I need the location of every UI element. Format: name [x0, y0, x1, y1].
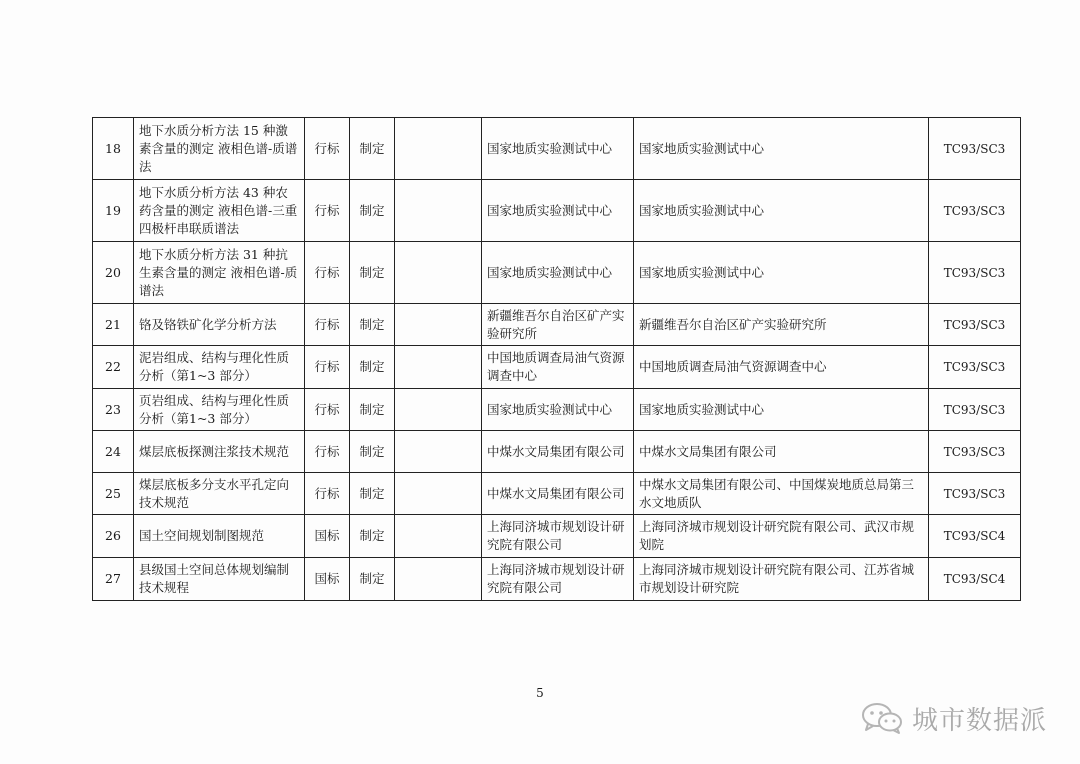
row-number: 24: [93, 431, 134, 473]
table-row: [93, 558, 1021, 601]
row-number: 26: [93, 515, 134, 558]
standard-name: 国土空间规划制图规范: [134, 515, 305, 558]
row-number: 25: [93, 473, 134, 515]
technical-committee: TC93/SC3: [929, 180, 1021, 242]
project-type: 制定: [350, 515, 395, 558]
technical-committee: TC93/SC3: [929, 118, 1021, 180]
drafting-unit: 上海同济城市规划设计研究院有限公司: [482, 515, 634, 558]
project-type: 制定: [350, 346, 395, 389]
table-row: [93, 389, 1021, 431]
empty-cell: [395, 431, 482, 473]
participating-unit: 国家地质实验测试中心: [634, 180, 929, 242]
drafting-unit: 国家地质实验测试中心: [482, 242, 634, 304]
standard-level: 行标: [305, 180, 350, 242]
row-number: 21: [93, 304, 134, 346]
standard-level: 行标: [305, 473, 350, 515]
technical-committee: TC93/SC3: [929, 346, 1021, 389]
watermark-text: 城市数据派: [912, 705, 1048, 736]
standard-level: 行标: [305, 389, 350, 431]
table-row: [93, 473, 1021, 515]
standard-name: 地下水质分析方法 31 种抗生素含量的测定 液相色谱-质谱法: [134, 242, 305, 304]
technical-committee: TC93/SC3: [929, 431, 1021, 473]
participating-unit: 中煤水文局集团有限公司、中国煤炭地质总局第三水文地质队: [634, 473, 929, 515]
row-number: 18: [93, 118, 134, 180]
participating-unit: 国家地质实验测试中心: [634, 389, 929, 431]
participating-unit: 新疆维吾尔自治区矿产实验研究所: [634, 304, 929, 346]
watermark: [860, 700, 1047, 736]
standard-name: 地下水质分析方法 15 种激素含量的测定 液相色谱-质谱法: [134, 118, 305, 180]
drafting-unit: 中煤水文局集团有限公司: [482, 473, 634, 515]
standard-level: 国标: [305, 515, 350, 558]
standard-name: 页岩组成、结构与理化性质分析（第1~3 部分）: [134, 389, 305, 431]
drafting-unit: 新疆维吾尔自治区矿产实验研究所: [482, 304, 634, 346]
table-row: [93, 304, 1021, 346]
standard-level: 行标: [305, 304, 350, 346]
project-type: 制定: [350, 558, 395, 601]
standard-level: 行标: [305, 346, 350, 389]
participating-unit: 上海同济城市规划设计研究院有限公司、江苏省城市规划设计研究院: [634, 558, 929, 601]
project-type: 制定: [350, 431, 395, 473]
row-number: 19: [93, 180, 134, 242]
technical-committee: TC93/SC3: [929, 389, 1021, 431]
standard-name: 煤层底板探测注浆技术规范: [134, 431, 305, 473]
row-number: 20: [93, 242, 134, 304]
standard-name: 煤层底板多分支水平孔定向技术规范: [134, 473, 305, 515]
technical-committee: TC93/SC4: [929, 515, 1021, 558]
page-number: 5: [536, 686, 544, 700]
empty-cell: [395, 304, 482, 346]
technical-committee: TC93/SC3: [929, 304, 1021, 346]
standard-name: 县级国土空间总体规划编制技术规程: [134, 558, 305, 601]
technical-committee: TC93/SC3: [929, 473, 1021, 515]
table-row: [93, 242, 1021, 304]
standard-level: 行标: [305, 431, 350, 473]
empty-cell: [395, 118, 482, 180]
technical-committee: TC93/SC4: [929, 558, 1021, 601]
row-number: 22: [93, 346, 134, 389]
participating-unit: 中国地质调查局油气资源调查中心: [634, 346, 929, 389]
standard-name: 地下水质分析方法 43 种农药含量的测定 液相色谱-三重四极杆串联质谱法: [134, 180, 305, 242]
table-row: [93, 118, 1021, 180]
wechat-icon: [860, 701, 904, 735]
project-type: 制定: [350, 389, 395, 431]
drafting-unit: 国家地质实验测试中心: [482, 389, 634, 431]
table-row: [93, 180, 1021, 242]
row-number: 23: [93, 389, 134, 431]
standard-level: 行标: [305, 118, 350, 180]
drafting-unit: 国家地质实验测试中心: [482, 180, 634, 242]
drafting-unit: 国家地质实验测试中心: [482, 118, 634, 180]
project-type: 制定: [350, 304, 395, 346]
empty-cell: [395, 515, 482, 558]
empty-cell: [395, 558, 482, 601]
table-row: [93, 346, 1021, 389]
empty-cell: [395, 389, 482, 431]
participating-unit: 国家地质实验测试中心: [634, 242, 929, 304]
participating-unit: 上海同济城市规划设计研究院有限公司、武汉市规划院: [634, 515, 929, 558]
empty-cell: [395, 180, 482, 242]
empty-cell: [395, 346, 482, 389]
participating-unit: 中煤水文局集团有限公司: [634, 431, 929, 473]
standard-name: 铬及铬铁矿化学分析方法: [134, 304, 305, 346]
table-body: [93, 118, 1021, 601]
standard-level: 国标: [305, 558, 350, 601]
standards-table: [92, 117, 1021, 601]
drafting-unit: 中煤水文局集团有限公司: [482, 431, 634, 473]
participating-unit: 国家地质实验测试中心: [634, 118, 929, 180]
technical-committee: TC93/SC3: [929, 242, 1021, 304]
drafting-unit: 上海同济城市规划设计研究院有限公司: [482, 558, 634, 601]
project-type: 制定: [350, 473, 395, 515]
empty-cell: [395, 242, 482, 304]
table-row: [93, 515, 1021, 558]
project-type: 制定: [350, 180, 395, 242]
row-number: 27: [93, 558, 134, 601]
standard-level: 行标: [305, 242, 350, 304]
table-row: [93, 431, 1021, 473]
drafting-unit: 中国地质调查局油气资源调查中心: [482, 346, 634, 389]
project-type: 制定: [350, 242, 395, 304]
standard-name: 泥岩组成、结构与理化性质分析（第1~3 部分）: [134, 346, 305, 389]
empty-cell: [395, 473, 482, 515]
project-type: 制定: [350, 118, 395, 180]
